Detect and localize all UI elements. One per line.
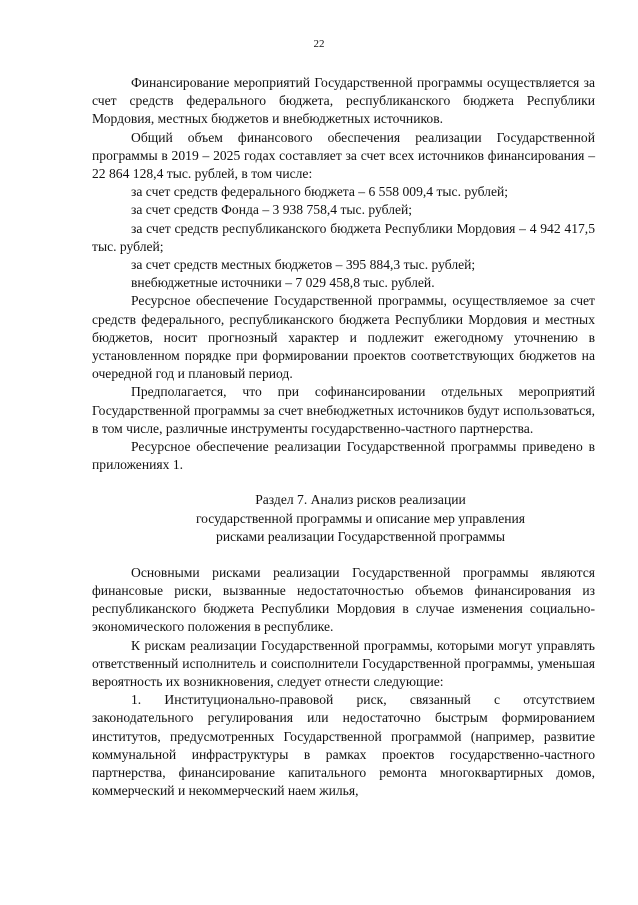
- funding-republic: за счет средств республиканского бюджета Республики Мордовия – 4 942 417,5 тыс. рублей;: [92, 220, 595, 254]
- page-number: 22: [313, 38, 325, 50]
- section-heading: [92, 491, 595, 546]
- funding-local: за счет средств местных бюджетов – 395 884,3 тыс. рублей;: [131, 257, 476, 273]
- funding-fund: за счет средств Фонда – 3 938 758,4 тыс. рублей;: [131, 202, 413, 218]
- section-heading-line: государственной программы и описание мер управления: [195, 510, 526, 526]
- paragraph-manageable-risks: К рискам реализации Государственной программы, которыми могут управлять ответственный исполнитель и соисполнители Государственной программы, уменьшая вероятность их возникновения, следует отнести следующие:: [92, 637, 595, 689]
- paragraph-cofinancing: Предполагается, что при софинансировании отдельных мероприятий Государственной программы за счет внебюджетных источников будут использоваться, в том числе, различные инструменты государственно-частного партнерства.: [92, 384, 595, 436]
- paragraph-main-risks: Основными рисками реализации Государственной программы являются финансовые риски, вызванные недостаточностью объемов финансирования из республиканского бюджета Республики Мордовия в случае изменения социально-экономического положения в республике.: [92, 564, 595, 635]
- paragraph-appendix-reference: Ресурсное обеспечение реализации Государственной программы приведено в приложениях 1.: [92, 439, 595, 473]
- funding-federal: за счет средств федерального бюджета – 6 558 009,4 тыс. рублей;: [131, 184, 509, 200]
- section-heading-line: рисками реализации Государственной программы: [216, 529, 505, 545]
- document-body: [92, 74, 595, 800]
- paragraph-financing-sources: Финансирование мероприятий Государственной программы осуществляется за счет средств федерального бюджета, республиканского бюджета Республики Мордовия, местных бюджетов и внебюджетных источников.: [92, 75, 595, 127]
- paragraph-institutional-risk: 1. Институционально-правовой риск, связанный с отсутствием законодательного регулирования или недостаточно быстрым формированием институтов, предусмотренных Государственной программой (например, развитие коммунальной инфраструктуры в рамках проектов государственно-частного партнерства, финансирование капитального ремонта многоквартирных домов, коммерческий и некоммерческий наем жилья,: [92, 692, 595, 799]
- funding-extra: внебюджетные источники – 7 029 458,8 тыс. рублей.: [131, 275, 435, 291]
- paragraph-total-volume: Общий объем финансового обеспечения реализации Государственной программы в 2019 – 2025 годах составляет за счет всех источников финансирования – 22 864 128,4 тыс. рублей, в том числе:: [92, 129, 595, 182]
- section-heading-line: Раздел 7. Анализ рисков реализации: [255, 492, 466, 508]
- paragraph-resource-provision: Ресурсное обеспечение Государственной программы, осуществляемое за счет средств федерального, республиканского бюджета Республики Мордовия и местных бюджетов, носит прогнозный характер и подлежит ежегодному уточнению в установленном порядке при формировании проектов соответствующих бюджетов на очередной год и плановый период.: [92, 293, 595, 382]
